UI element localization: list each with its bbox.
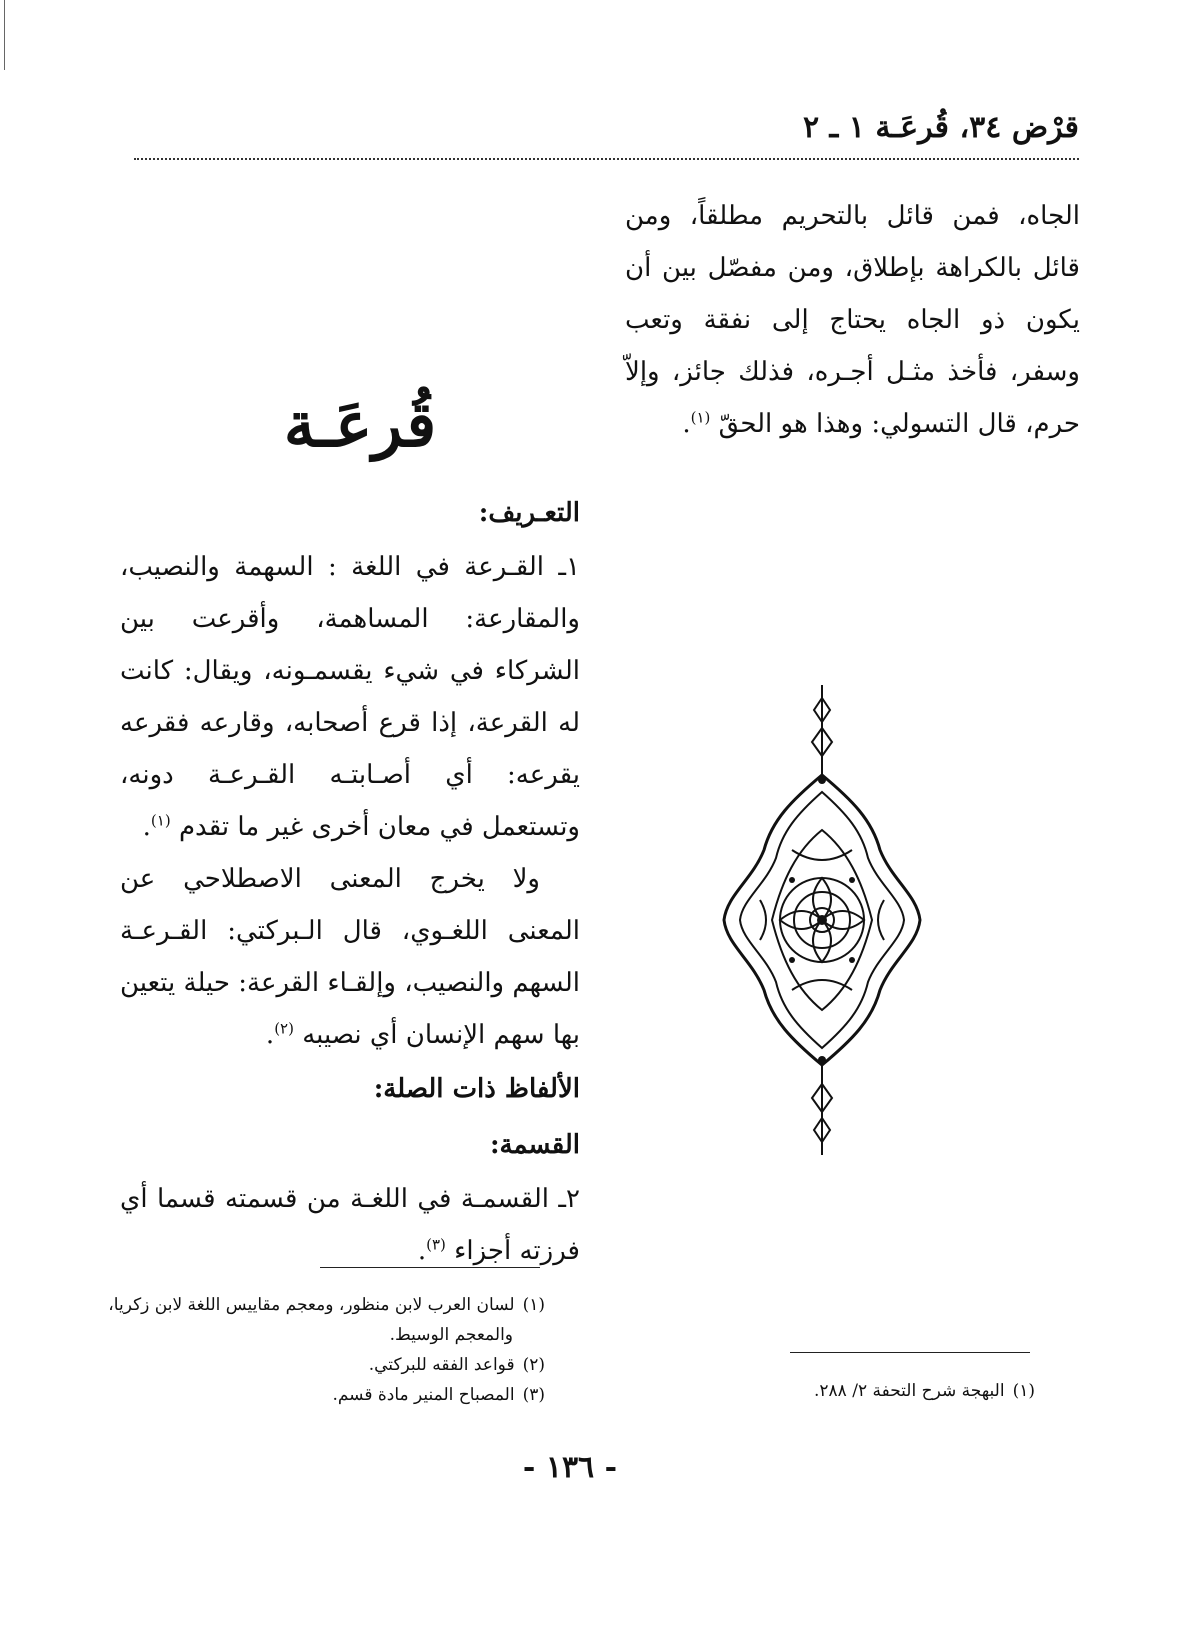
footnote-ref: (٢) xyxy=(274,1019,294,1038)
running-header: قرْض ٣٤، قُرعَـة ١ ـ ٢ xyxy=(802,110,1079,145)
footnote-number: (١) xyxy=(522,1295,545,1315)
footnote-item xyxy=(760,1376,1035,1406)
related-terms-heading: الألفاظ ذات الصلة: xyxy=(373,1074,580,1104)
footnote-number: (٢) xyxy=(522,1355,545,1375)
footnote-text: لسان العرب لابن منظور، ومعجم مقاييس اللغة لابن زكريا، xyxy=(108,1295,515,1315)
header-dotted-rule xyxy=(134,158,1079,160)
qisma-subheading: القسمة: xyxy=(489,1130,580,1160)
footnote-text: المصباح المنير مادة قسم. xyxy=(332,1385,515,1405)
footnote-ref: (١) xyxy=(690,408,711,427)
right-column xyxy=(625,190,1080,450)
footnote-text: قواعد الفقه للبركتي. xyxy=(368,1355,515,1375)
qisma-paragraph-text: ٢ـ القسمـة في اللغـة من قسمته قسما أي فرزته أجزاء xyxy=(120,1184,580,1266)
definition-paragraph-2 xyxy=(120,853,580,1061)
footnote-separator-left xyxy=(320,1267,540,1268)
left-column xyxy=(120,485,580,1277)
definition-paragraph-1 xyxy=(120,541,580,853)
footnote-continuation: والمعجم الوسيط. xyxy=(389,1325,513,1345)
page-number: - ١٣٦ - xyxy=(522,1450,618,1485)
continued-paragraph-text: الجاه، فمن قائل بالتحريم مطلقاً، ومن قائل بالكراهة بإطلاق، ومن مفصّل بين أن يكون ذو الجاه يحتاج إلى نفقة وتعب وسفر، فأخذ مثـل أجـره، فذلك جائز، وإلاّ حرم، قال التسولي: وهذا هو الحقّ xyxy=(625,201,1080,439)
arabesque-medallion-icon xyxy=(722,680,922,1160)
footnote-separator-right xyxy=(790,1352,1030,1353)
continued-paragraph xyxy=(625,190,1080,450)
footnote-ref: (١) xyxy=(150,811,171,830)
period: . xyxy=(682,409,691,439)
definition-paragraph-2-text: ولا يخرج المعنى الاصطلاحي عن المعنى اللغـوي، قال الـبركتي: القـرعـة السهم والنصيب، وإلقـاء القرعة: حيلة يتعين بها سهم الإنسان أي نصيبه xyxy=(119,864,580,1050)
footnote-number: (٣) xyxy=(522,1385,545,1405)
entry-title: قُرعَـة xyxy=(283,388,437,461)
period: . xyxy=(142,812,151,842)
qisma-paragraph xyxy=(120,1173,580,1277)
definition-paragraph-1-text: ١ـ القـرعة في اللغة : السهمة والنصيب، والمقارعة: المساهمة، وأقرعت بين الشركاء في شيء يقسمـونه، ويقال: كانت له القرعة، إذا قرع أصحابه، وقارعه فقرعه يقرعه: أي أصـابتـه القـرعـة دونه، وتستعمل في معان أخرى غير ما تقدم xyxy=(120,552,580,842)
footnote-text: البهجة شرح التحفة ٢/ ٢٨٨. xyxy=(813,1381,1005,1401)
footnote-item xyxy=(90,1350,545,1380)
footnote-item xyxy=(90,1380,545,1410)
footnote-item xyxy=(90,1290,545,1320)
footnotes-left xyxy=(90,1290,545,1410)
definition-heading: التعـريف: xyxy=(478,498,580,528)
footnote-number: (١) xyxy=(1012,1381,1035,1401)
period: . xyxy=(265,1020,275,1050)
footnote-ref: (٣) xyxy=(426,1235,446,1254)
period: . xyxy=(417,1236,427,1266)
footnotes-right xyxy=(760,1376,1035,1406)
page-edge-line xyxy=(4,0,5,70)
